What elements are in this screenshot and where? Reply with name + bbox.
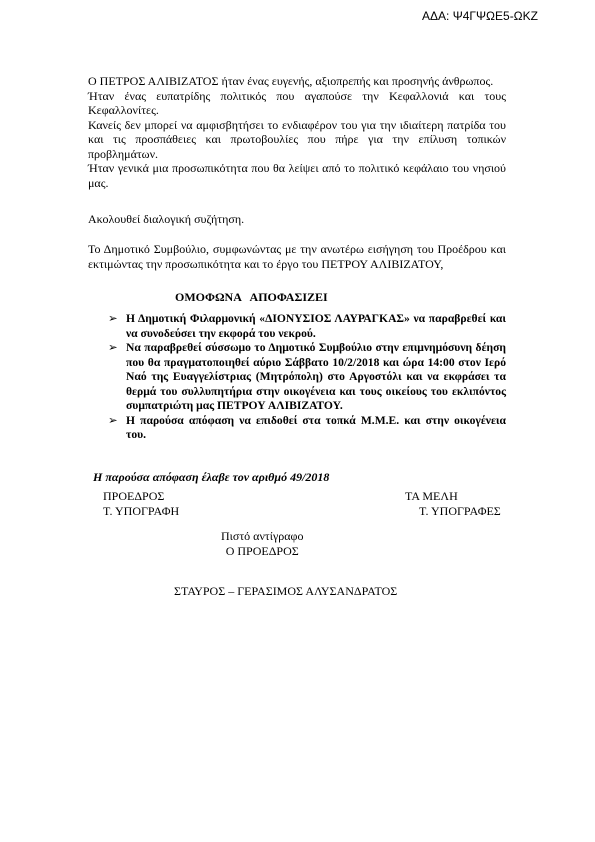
intro-line: Ήταν ένας ευπατρίδης πολιτικός που αγαπούσε την Κεφαλλονιά και τους Κεφαλλονίτες. xyxy=(88,88,506,117)
president-name: ΣΤΑΥΡΟΣ – ΓΕΡΑΣΙΜΟΣ ΑΛΥΣΑΝΔΡΑΤΟΣ xyxy=(174,584,398,598)
list-item-text: Η παρούσα απόφαση να επιδοθεί στα τοπκά Μ.Μ.Ε. και στην οικογένεια του. xyxy=(126,413,506,441)
council-line: Το Δημοτικό Συμβούλιο, συμφωνώντας με την ανωτέρω εισήγηση του Προέδρου και xyxy=(88,242,506,256)
decision-number: Η παρούσα απόφαση έλαβε τον αριθμό 49/2018 xyxy=(93,470,330,484)
intro-line: Ήταν γενικά μια προσωπικότητα που θα λείψει από το πολιτικό κεφάλαιο του νησιού μας. xyxy=(88,161,506,190)
list-item xyxy=(108,312,506,341)
president-signature-note: Τ. ΥΠΟΓΡΑΦΗ xyxy=(103,504,180,518)
president-title: ΠΡΟΕΔΡΟΣ xyxy=(103,489,165,503)
council-line: εκτιμώντας την προσωπικότητα και το έργο του ΠΕΤΡΟΥ ΑΛΙΒΙΖΑΤΟΥ, xyxy=(88,256,444,271)
certified-copy-block xyxy=(221,529,303,559)
council-paragraph xyxy=(88,242,506,271)
certified-copy-label: Πιστό αντίγραφο xyxy=(221,529,304,543)
arrow-bullet-icon: ➢ xyxy=(108,413,118,427)
list-item xyxy=(108,414,506,443)
list-item-text: Η Δημοτική Φιλαρμονική «ΔΙΟΝΥΣΙΟΣ ΛΑΥΡΑΓΚΑΣ» να παραβρεθεί και να συνοδεύσει την εκφορά του νεκρού. xyxy=(126,312,506,340)
members-signature-note: Τ. ΥΠΟΓΡΑΦΕΣ xyxy=(419,504,501,518)
decision-heading: ΟΜΟΦΩΝΑ ΑΠΟΦΑΣΙΖΕΙ xyxy=(175,290,328,304)
members-title: ΤΑ ΜΕΛΗ xyxy=(405,489,458,503)
arrow-bullet-icon: ➢ xyxy=(108,341,118,354)
ada-code: ΑΔΑ: Ψ4ΓΨΩΕ5-ΩΚΖ xyxy=(422,9,538,23)
intro-line: Ο ΠΕΤΡΟΣ ΑΛΙΒΙΖΑΤΟΣ ήταν ένας ευγενής, αξιοπρεπής και προσηνής άνθρωπος. xyxy=(88,74,494,88)
discussion-paragraph: Ακολουθεί διαλογική συζήτηση. xyxy=(88,212,245,226)
intro-paragraph xyxy=(88,74,506,190)
arrow-bullet-icon: ➢ xyxy=(108,312,118,325)
members-signature-block xyxy=(405,489,501,519)
decision-list xyxy=(108,312,506,443)
president-signature-block xyxy=(103,489,179,519)
intro-line: Κανείς δεν μπορεί να αμφισβητήσει το ενδιαφέρον του για την ιδιαίτερη πατρίδα του και τις προσπάθειες και πρωτοβουλίες που πήρε για την επίλυση τοπικών προβλημάτων. xyxy=(88,117,506,161)
list-item-text: Να παραβρεθεί σύσσωμο το Δημοτικό Συμβούλιο στην επιμνημόσυνη δέηση που θα πραγματοποιηθεί αύριο Σάββατο 10/2/2018 και ώρα 14:00 στον Ιερό Ναό της Ευαγγελίστριας (Μητρόπολη) στο Αργοστόλι και να εκφράσει τα θερμά του συλλυπητήρια στην οικογένεια και τους οικείους του εκλιπόντος συμπατριώτη μας ΠΕΤΡΟΥ ΑΛΙΒΙΖΑΤΟΥ. xyxy=(126,341,506,412)
certified-copy-title: Ο ΠΡΟΕΔΡΟΣ xyxy=(225,544,299,558)
list-item xyxy=(108,341,506,414)
